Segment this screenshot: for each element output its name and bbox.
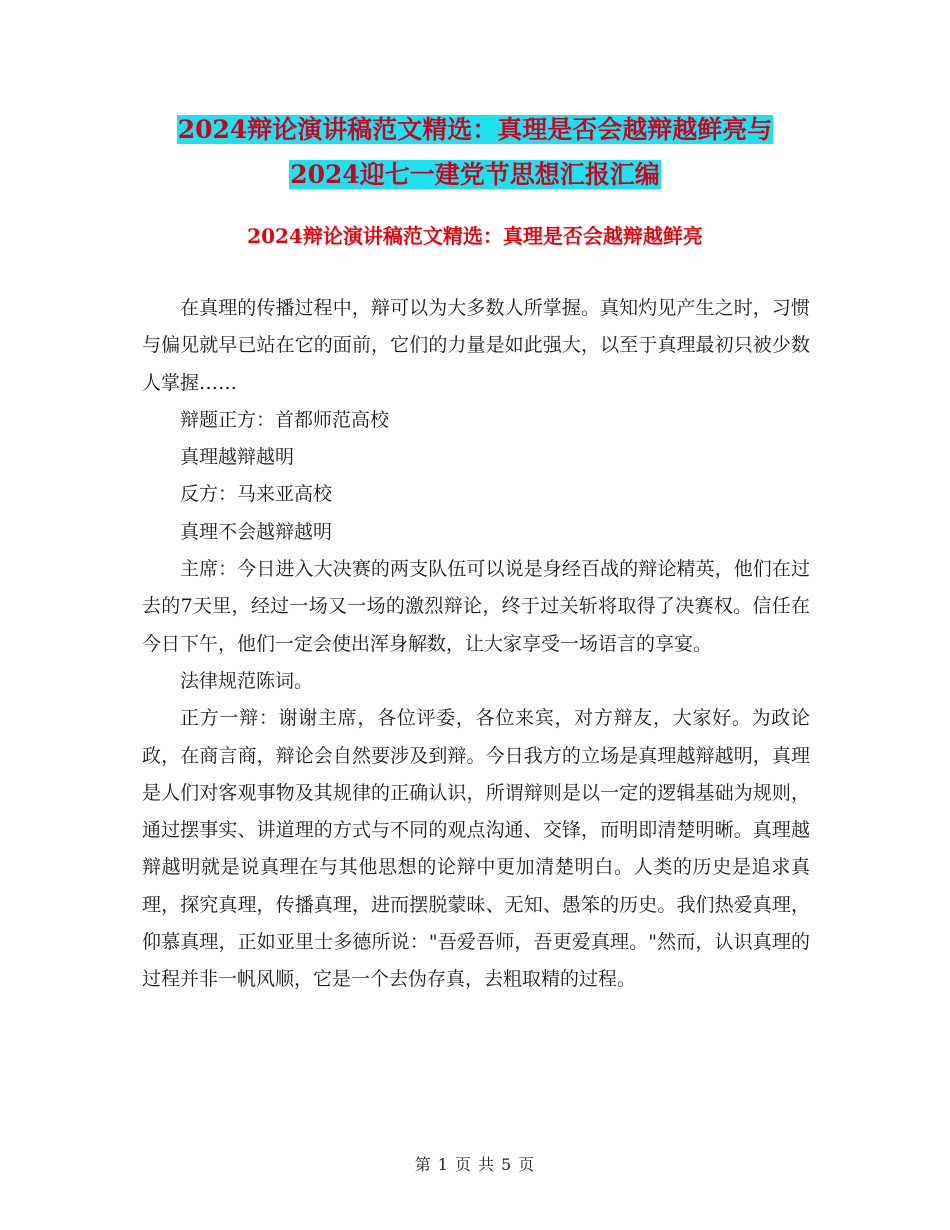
title-highlight: 2024辩论演讲稿范文精选：真理是否会越辩越鲜亮与 [177,115,773,144]
current-page-number: 1 [437,1155,449,1174]
paragraph-intro: 在真理的传播过程中，辩可以为大多数人所掌握。真知灼见产生之时，习惯与偏见就早已站在它的面前，它们的力量是如此强大，以至于真理最初只被少数人掌握…… [142,297,810,394]
document-body [142,290,810,999]
paragraph-chair: 主席：今日进入大决赛的两支队伍可以说是身经百战的辩论精英，他们在过去的7天里，经过一场又一场的激烈辩论，终于过关斩将取得了决赛权。信任在今日下午，他们一定会使出浑身解数，让大家享受一场语言的享宴。 [142,558,810,655]
page-footer [0,1154,950,1176]
footer-total-unit: 页 [518,1155,536,1174]
paragraph-affirmative-motion: 真理越辩越明 [180,446,295,469]
paragraph-negative-motion: 真理不会越辩越明 [180,520,333,543]
section-title: 2024辩论演讲稿范文精选：真理是否会越辩越鲜亮 [247,224,703,248]
footer-prefix: 第 [414,1155,432,1174]
document-title-line-1 [0,113,950,147]
paragraph-affirmative-team: 辩题正方：首都师范高校 [180,408,390,431]
title-highlight: 2024迎七一建党节思想汇报汇编 [290,160,660,189]
paragraph-first-speaker: 正方一辩：谢谢主席，各位评委，各位来宾，对方辩友，大家好。为政论政，在商言商，辩论会自然要涉及到辩。今日我方的立场是真理越辩越明，真理是人们对客观事物及其规律的正确认识，所谓辩则是以一定的逻辑基础为规则，通过摆事实、讲道理的方式与不同的观点沟通、交锋，而明即清楚明晰。真理越辩越明就是说真理在与其他思想的论辩中更加清楚明白。人类的历史是追求真理，探究真理，传播真理，进而摆脱蒙昧、无知、愚笨的历史。我们热爱真理，仰慕真理，正如亚里士多德所说："吾爱吾师，吾更爱真理。"然而，认识真理的过程并非一帆风顺，它是一个去伪存真，去粗取精的过程。 [142,707,810,991]
footer-total-prefix: 共 [478,1155,496,1174]
document-title-line-2 [0,158,950,192]
footer-page-unit: 页 [454,1155,472,1174]
total-page-count: 5 [501,1155,513,1174]
paragraph-negative-team: 反方：马来亚高校 [180,483,333,506]
paragraph-opening-statement: 法律规范陈词。 [180,669,314,692]
